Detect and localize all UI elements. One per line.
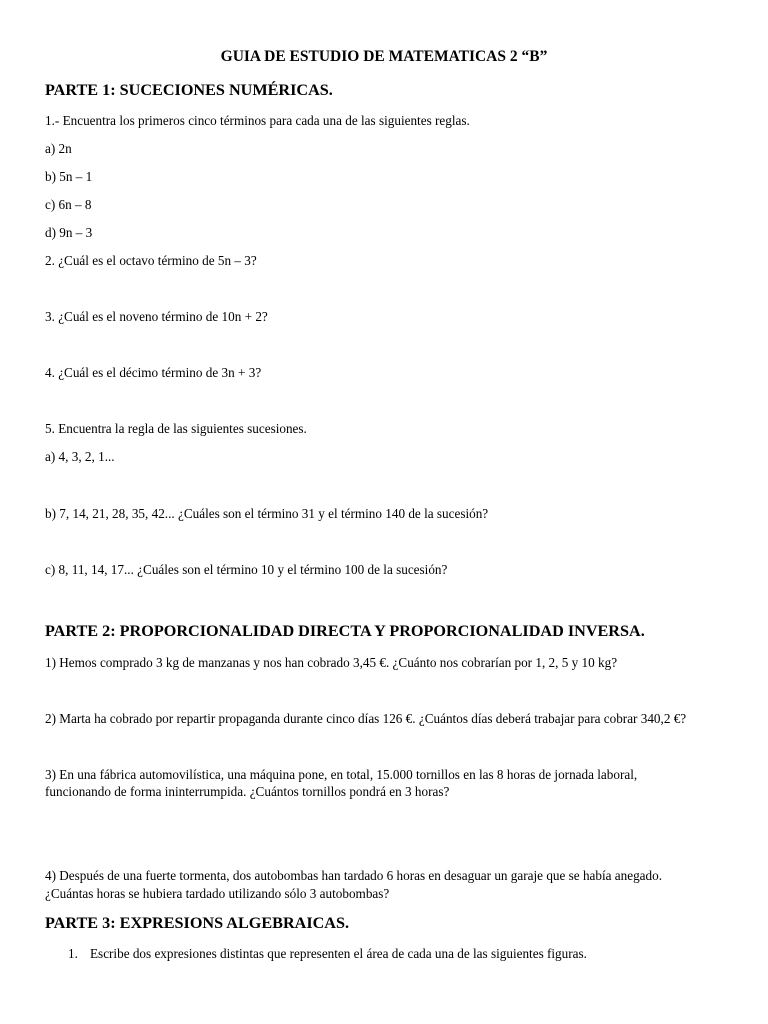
part3-heading: PARTE 3: EXPRESIONS ALGEBRAICAS. [45, 914, 350, 932]
part1-question-5-item-c: c) 8, 11, 14, 17... ¿Cuáles son el término 10 y el término 100 de la sucesión? [45, 562, 448, 577]
part2-question-2: 2) Marta ha cobrado por repartir propaganda durante cinco días 126 €. ¿Cuántos días deberá trabajar para cobrar 340,2 €? [45, 711, 687, 726]
part1-question-1-item-b: b) 5n – 1 [45, 169, 93, 184]
part2-question-1: 1) Hemos comprado 3 kg de manzanas y nos han cobrado 3,45 €. ¿Cuánto nos cobrarían por 1, 2, 5 y 10 kg? [45, 655, 618, 670]
part1-heading: PARTE 1: SUCECIONES NUMÉRICAS. [45, 81, 333, 99]
part1-question-1-item-d: d) 9n – 3 [45, 225, 93, 240]
part1-question-5: 5. Encuentra la regla de las siguientes sucesiones. [45, 421, 307, 436]
part1-question-1-item-c: c) 6n – 8 [45, 197, 92, 212]
part1-question-4: 4. ¿Cuál es el décimo término de 3n + 3? [45, 365, 262, 380]
part2-heading: PARTE 2: PROPORCIONALIDAD DIRECTA Y PROPORCIONALIDAD INVERSA. [45, 622, 645, 640]
part1-question-1: 1.- Encuentra los primeros cinco términos para cada una de las siguientes reglas. [45, 113, 470, 128]
part2-question-4-line-1: 4) Después de una fuerte tormenta, dos autobombas han tardado 6 horas en desaguar un garaje que se había anegado. [45, 868, 663, 883]
part2-question-3-line-1: 3) En una fábrica automovilística, una máquina pone, en total, 15.000 tornillos en las 8 horas de jornada laboral, [45, 767, 638, 782]
part1-question-5-item-b: b) 7, 14, 21, 28, 35, 42... ¿Cuáles son el término 31 y el término 140 de la sucesión? [45, 506, 489, 521]
part1-question-5-item-a: a) 4, 3, 2, 1... [45, 449, 115, 464]
part1-question-2: 2. ¿Cuál es el octavo término de 5n – 3? [45, 253, 257, 268]
part3-item-1-text: Escribe dos expresiones distintas que representen el área de cada una de las siguientes figuras. [90, 946, 587, 961]
part3-item-1-number: 1. [68, 946, 78, 961]
part2-question-3-line-2: funcionando de forma ininterrumpida. ¿Cuántos tornillos pondrá en 3 horas? [45, 784, 450, 799]
part1-question-1-item-a: a) 2n [45, 141, 72, 156]
part1-question-3: 3. ¿Cuál es el noveno término de 10n + 2? [45, 309, 268, 324]
part2-question-4-line-2: ¿Cuántas horas se hubiera tardado utilizando sólo 3 autobombas? [45, 886, 390, 901]
document-title: GUIA DE ESTUDIO DE MATEMATICAS 2 “B” [220, 48, 548, 65]
